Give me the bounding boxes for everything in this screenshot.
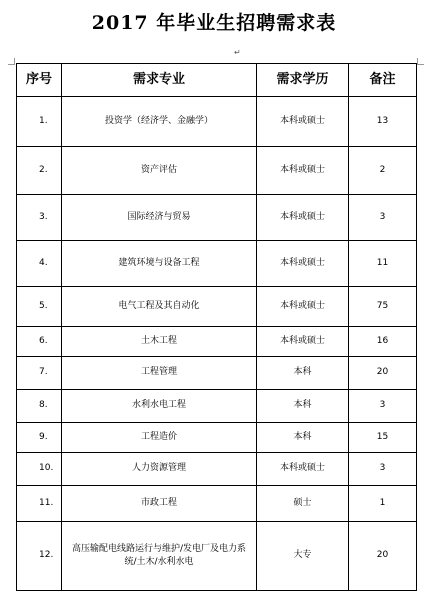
cell-note: 13 [349,97,417,147]
cell-note: 2 [349,147,417,195]
header-note: 备注 [349,64,417,97]
table-row [17,357,417,390]
recruitment-table [16,63,417,591]
cell-education: 硕士 [257,486,349,522]
cell-index: 8. [17,390,62,423]
table-row [17,453,417,486]
cell-education: 本科或硕士 [257,241,349,287]
cell-index: 11. [17,486,62,522]
cell-major: 土木工程 [62,327,257,357]
cell-education: 本科 [257,357,349,390]
cell-major: 国际经济与贸易 [62,195,257,241]
document-title: 2017 年毕业生招聘需求表 [91,12,337,34]
cell-major: 工程管理 [62,357,257,390]
cell-index: 7. [17,357,62,390]
cell-note: 3 [349,195,417,241]
table-row [17,390,417,423]
margin-corner-mark-right [417,58,424,65]
cell-major: 电气工程及其自动化 [62,287,257,327]
table-row [17,423,417,453]
cell-index: 3. [17,195,62,241]
cell-note: 1 [349,486,417,522]
cell-major: 市政工程 [62,486,257,522]
table-header-row [17,64,417,97]
cell-education: 本科或硕士 [257,97,349,147]
cell-index: 1. [17,97,62,147]
cell-education: 本科 [257,423,349,453]
table-row [17,287,417,327]
cell-note: 11 [349,241,417,287]
cell-index: 10. [17,453,62,486]
cell-index: 4. [17,241,62,287]
cell-note: 20 [349,357,417,390]
cell-note: 20 [349,522,417,591]
cell-note: 3 [349,453,417,486]
margin-corner-mark-left [8,58,15,65]
cell-note: 16 [349,327,417,357]
cell-index: 6. [17,327,62,357]
cell-education: 本科或硕士 [257,453,349,486]
header-major: 需求专业 [62,64,257,97]
cell-note: 15 [349,423,417,453]
cell-note: 75 [349,287,417,327]
cell-major: 工程造价 [62,423,257,453]
cell-education: 本科或硕士 [257,147,349,195]
cell-major: 建筑环境与设备工程 [62,241,257,287]
header-index: 序号 [17,64,62,97]
table-row [17,147,417,195]
cell-index: 2. [17,147,62,195]
cell-major: 水利水电工程 [62,390,257,423]
table-row [17,195,417,241]
cell-index: 9. [17,423,62,453]
header-education: 需求学历 [257,64,349,97]
cell-education: 本科或硕士 [257,195,349,241]
paragraph-mark-icon: ↵ [234,48,241,57]
cell-index: 5. [17,287,62,327]
table-row [17,241,417,287]
table-row [17,486,417,522]
cell-major: 高压输配电线路运行与维护/发电厂及电力系统/土木/水利水电 [62,522,257,591]
table-row [17,97,417,147]
table-row [17,522,417,591]
cell-major: 资产评估 [62,147,257,195]
cell-major: 投资学（经济学、金融学） [62,97,257,147]
cell-index: 12. [17,522,62,591]
cell-education: 大专 [257,522,349,591]
cell-note: 3 [349,390,417,423]
cell-education: 本科或硕士 [257,327,349,357]
cell-education: 本科 [257,390,349,423]
table-row [17,327,417,357]
cell-education: 本科或硕士 [257,287,349,327]
cell-major: 人力资源管理 [62,453,257,486]
